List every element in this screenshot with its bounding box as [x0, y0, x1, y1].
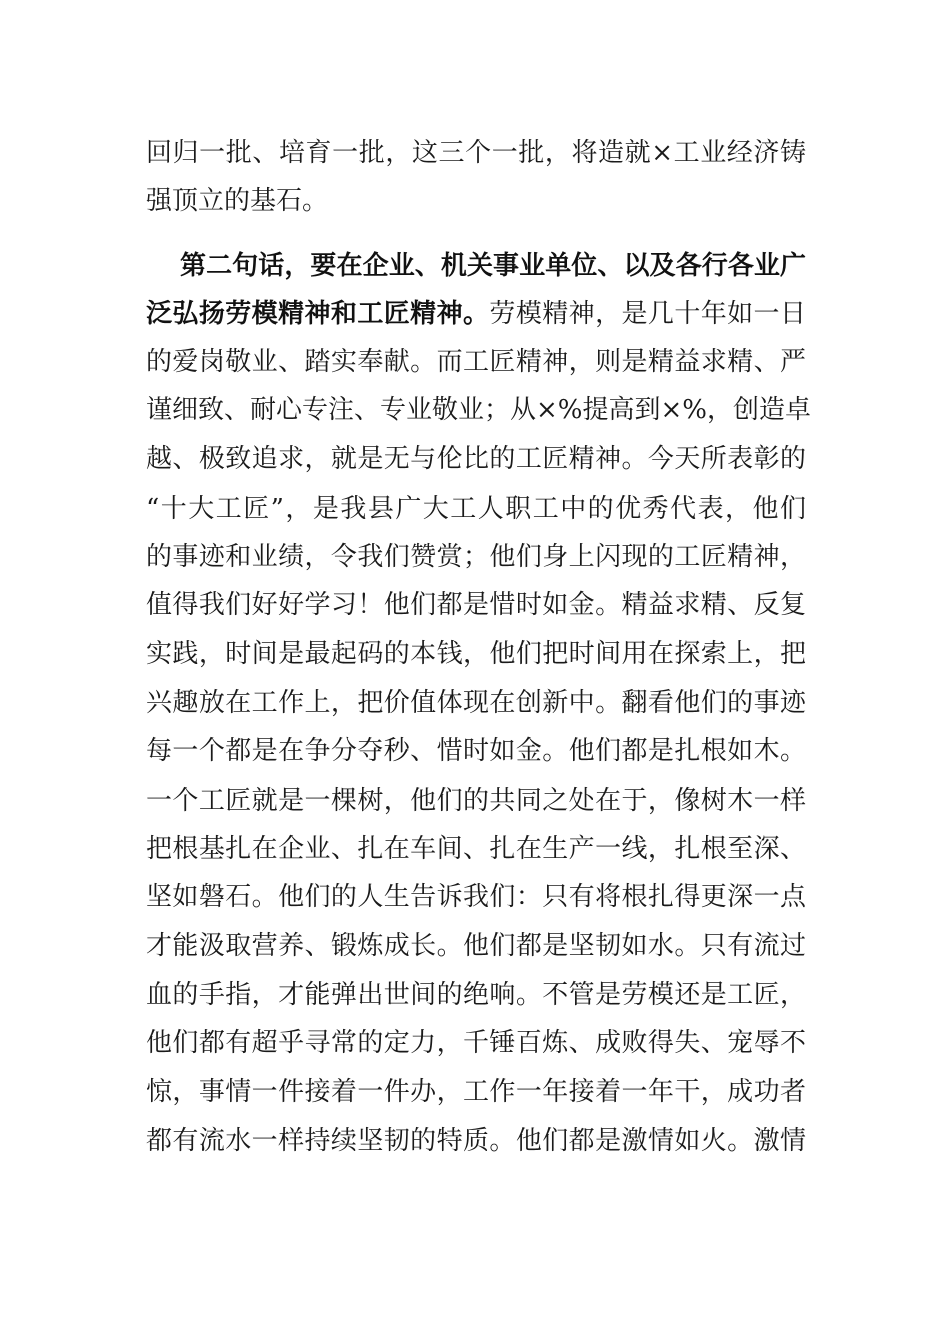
paragraph-2-line: 都有流水一样持续坚韧的特质。他们都是激情如火。激情: [146, 1126, 806, 1156]
paragraph-2-line: 兴趣放在工作上，把价值体现在创新中。翻看他们的事迹: [146, 688, 806, 718]
paragraph-2-line: 惊，事情一件接着一件办，工作一年接着一年干，成功者: [146, 1077, 806, 1107]
paragraph-2-line: 谨细致、耐心专注、专业敬业；从×%提高到×%，创造卓: [146, 395, 811, 425]
paragraph-1-line-1: 回归一批、培育一批，这三个一批，将造就×工业经济铸: [146, 138, 806, 168]
paragraph-2-line: 他们都有超乎寻常的定力，千锤百炼、成败得失、宠辱不: [146, 1028, 806, 1058]
paragraph-2-heading-line-2: 泛弘扬劳模精神和工匠精神。: [146, 299, 490, 329]
paragraph-2-line: 才能汲取营养、锻炼成长。他们都是坚韧如水。只有流过: [146, 931, 806, 961]
paragraph-2-line: 的爱岗敬业、踏实奉献。而工匠精神，则是精益求精、严: [146, 347, 806, 377]
paragraph-1-line-2: 强顶立的基石。: [146, 186, 329, 216]
paragraph-2-line: 把根基扎在企业、扎在车间、扎在生产一线，扎根至深、: [146, 834, 806, 864]
paragraph-2-heading-line-1: 第二句话，要在企业、机关事业单位、以及各行各业广: [180, 251, 806, 281]
paragraph-2-line: 的事迹和业绩，令我们赞赏；他们身上闪现的工匠精神，: [146, 542, 806, 572]
paragraph-2-line: 越、极致追求，就是无与伦比的工匠精神。今天所表彰的: [146, 444, 806, 474]
paragraph-2-line: 血的手指，才能弹出世间的绝响。不管是劳模还是工匠，: [146, 980, 806, 1010]
paragraph-2-line-2-rest: 劳模精神，是几十年如一日: [489, 299, 806, 329]
paragraph-2-line: “十大工匠”，是我县广大工人职工中的优秀代表，他们: [146, 494, 806, 524]
paragraph-2-line: 值得我们好好学习！他们都是惜时如金。精益求精、反复: [146, 590, 806, 620]
paragraph-2-line: 坚如磐石。他们的人生告诉我们：只有将根扎得更深一点: [146, 882, 806, 912]
paragraph-2-line: 一个工匠就是一棵树，他们的共同之处在于，像树木一样: [146, 786, 806, 816]
paragraph-2-line: 实践，时间是最起码的本钱，他们把时间用在探索上，把: [146, 639, 806, 669]
paragraph-2-line: 每一个都是在争分夺秒、惜时如金。他们都是扎根如木。: [146, 736, 806, 766]
paragraph-2-line-2: [146, 294, 806, 334]
